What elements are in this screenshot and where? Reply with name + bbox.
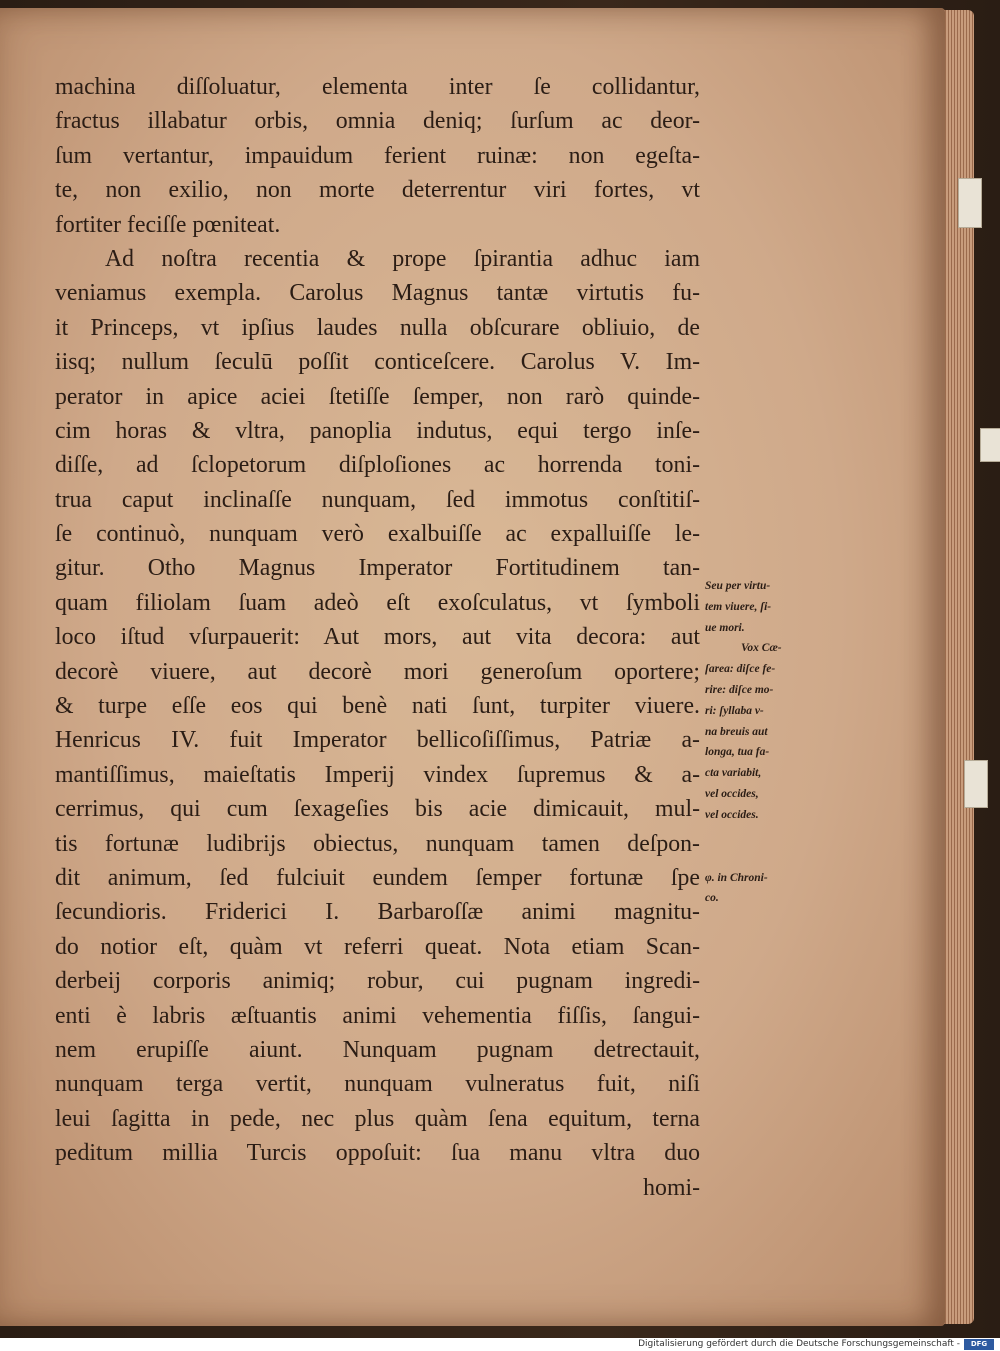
text-line: ſecundioris. Friderici I. Barbaroſſæ animi magnitu- — [55, 899, 700, 926]
note-gap — [705, 826, 820, 868]
text-line: loco iſtud vſurpauerit: Aut mors, aut vita decora: aut — [55, 624, 700, 651]
text-line: cerrimus, qui cum ſexageſies bis acie dimicauit, mul- — [55, 796, 700, 823]
text-line: quam filiolam ſuam adeò eſt exoſculatus, vt ſymboli — [55, 589, 700, 616]
note-line: φ. in Chroni- — [705, 871, 768, 884]
text-line: peditum millia Turcis oppoſuit: ſua manu vltra duo — [55, 1140, 700, 1167]
text-line: it Princeps, vt ipſius laudes nulla obſcurare obliuio, de — [55, 314, 700, 341]
text-line: ſum vertantur, impauidum ferient ruinæ: non egeſta- — [55, 142, 700, 169]
body-text — [55, 70, 700, 1205]
text-line: perator in apice aciei ſtetiſſe ſemper, non rarò quinde- — [55, 383, 700, 410]
text-line: veniamus exempla. Carolus Magnus tantæ virtutis fu- — [55, 280, 700, 307]
text-line: nunquam terga vertit, nunquam vulneratus fuit, niſi — [55, 1071, 700, 1098]
note-line: ſarea: diſce fe- — [705, 663, 776, 676]
note-line: vel occides, — [705, 787, 759, 800]
text-line: tis fortunæ ludibrijs obiectus, nunquam tamen deſpon- — [55, 830, 700, 857]
text-line: Henricus IV. fuit Imperator bellicoſiſſimus, Patriæ a- — [55, 727, 700, 754]
catchword: homi- — [643, 1174, 700, 1201]
text-line: gitur. Otho Magnus Imperator Fortitudinem tan- — [55, 555, 700, 582]
text-line: & turpe eſſe eos qui benè nati ſunt, turpiter viuere. — [55, 693, 700, 720]
text-line: iisq; nullum ſeculū poſſit conticeſcere. Carolus V. Im- — [55, 349, 700, 376]
text-line: Ad noſtra recentia & prope ſpirantia adhuc iam — [105, 245, 700, 272]
text-line: dit animum, ſed fulciuit eundem ſemper fortunæ ſpe — [55, 864, 700, 891]
text-line: nem erupiſſe aiunt. Nunquam pugnam detrectauit, — [55, 1036, 700, 1063]
note-line: vel occides. — [705, 808, 759, 821]
text-line: trua caput inclinaſſe nunquam, ſed immotus conſtitiſ- — [55, 486, 700, 513]
text-line: leui ſagitta in pede, nec plus quàm ſena equitum, terna — [55, 1105, 700, 1132]
margin-note-vox-caesarea — [705, 638, 820, 825]
note-line: Seu per virtu- — [705, 580, 771, 592]
text-line: te, non exilio, non morte deterrentur viri fortes, vt — [55, 177, 700, 204]
text-line: enti è labris æſtuantis animi vehementia fiſſis, ſangui- — [55, 1002, 700, 1029]
note-line: cta variabit, — [705, 767, 762, 780]
margin-note-motto — [705, 576, 820, 638]
bookmark-tab — [980, 428, 1000, 462]
note-line: ri: ſyllaba v- — [705, 704, 764, 717]
text-line: fortiter feciſſe pœniteat. — [55, 211, 281, 238]
note-line: rire: diſce mo- — [705, 683, 774, 696]
text-line: do notior eſt, quàm vt referri queat. Nota etiam Scan- — [55, 933, 700, 960]
note-line: Vox Cæ- — [741, 642, 782, 655]
note-line: ue mori. — [705, 621, 745, 634]
bookmark-tab — [964, 760, 988, 808]
note-line: tem viuere, ſi- — [705, 600, 772, 613]
text-line: diſſe, ad ſclopetorum diſploſiones ac horrenda toni- — [55, 452, 700, 479]
margin-note-chronicle — [705, 868, 820, 910]
note-line: na breuis aut — [705, 725, 768, 738]
text-line: ſe continuò, nunquam verò exalbuiſſe ac expalluiſſe le- — [55, 521, 700, 548]
dfg-logo: DFG — [964, 1339, 994, 1350]
margin-notes — [705, 576, 820, 909]
note-line: longa, tua fa- — [705, 746, 770, 759]
note-line: co. — [705, 892, 719, 905]
footer-credit: Digitalisierung gefördert durch die Deutsche Forschungsgemeinschaft - — [638, 1339, 960, 1349]
text-line: machina diſſoluatur, elementa inter ſe collidantur, — [55, 74, 700, 100]
footer-bar — [0, 1338, 1000, 1351]
text-line: decorè viuere, aut decorè mori generoſum oportere; — [55, 658, 700, 685]
text-line: cim horas & vltra, panoplia indutus, equi tergo inſe- — [55, 417, 700, 444]
text-line: derbeij corporis animiq; robur, cui pugnam ingredi- — [55, 968, 700, 995]
text-line: mantiſſimus, maieſtatis Imperij vindex ſupremus & a- — [55, 761, 700, 788]
bookmark-tab — [958, 178, 982, 228]
text-line: fractus illabatur orbis, omnia deniq; ſurſum ac deor- — [55, 108, 700, 135]
